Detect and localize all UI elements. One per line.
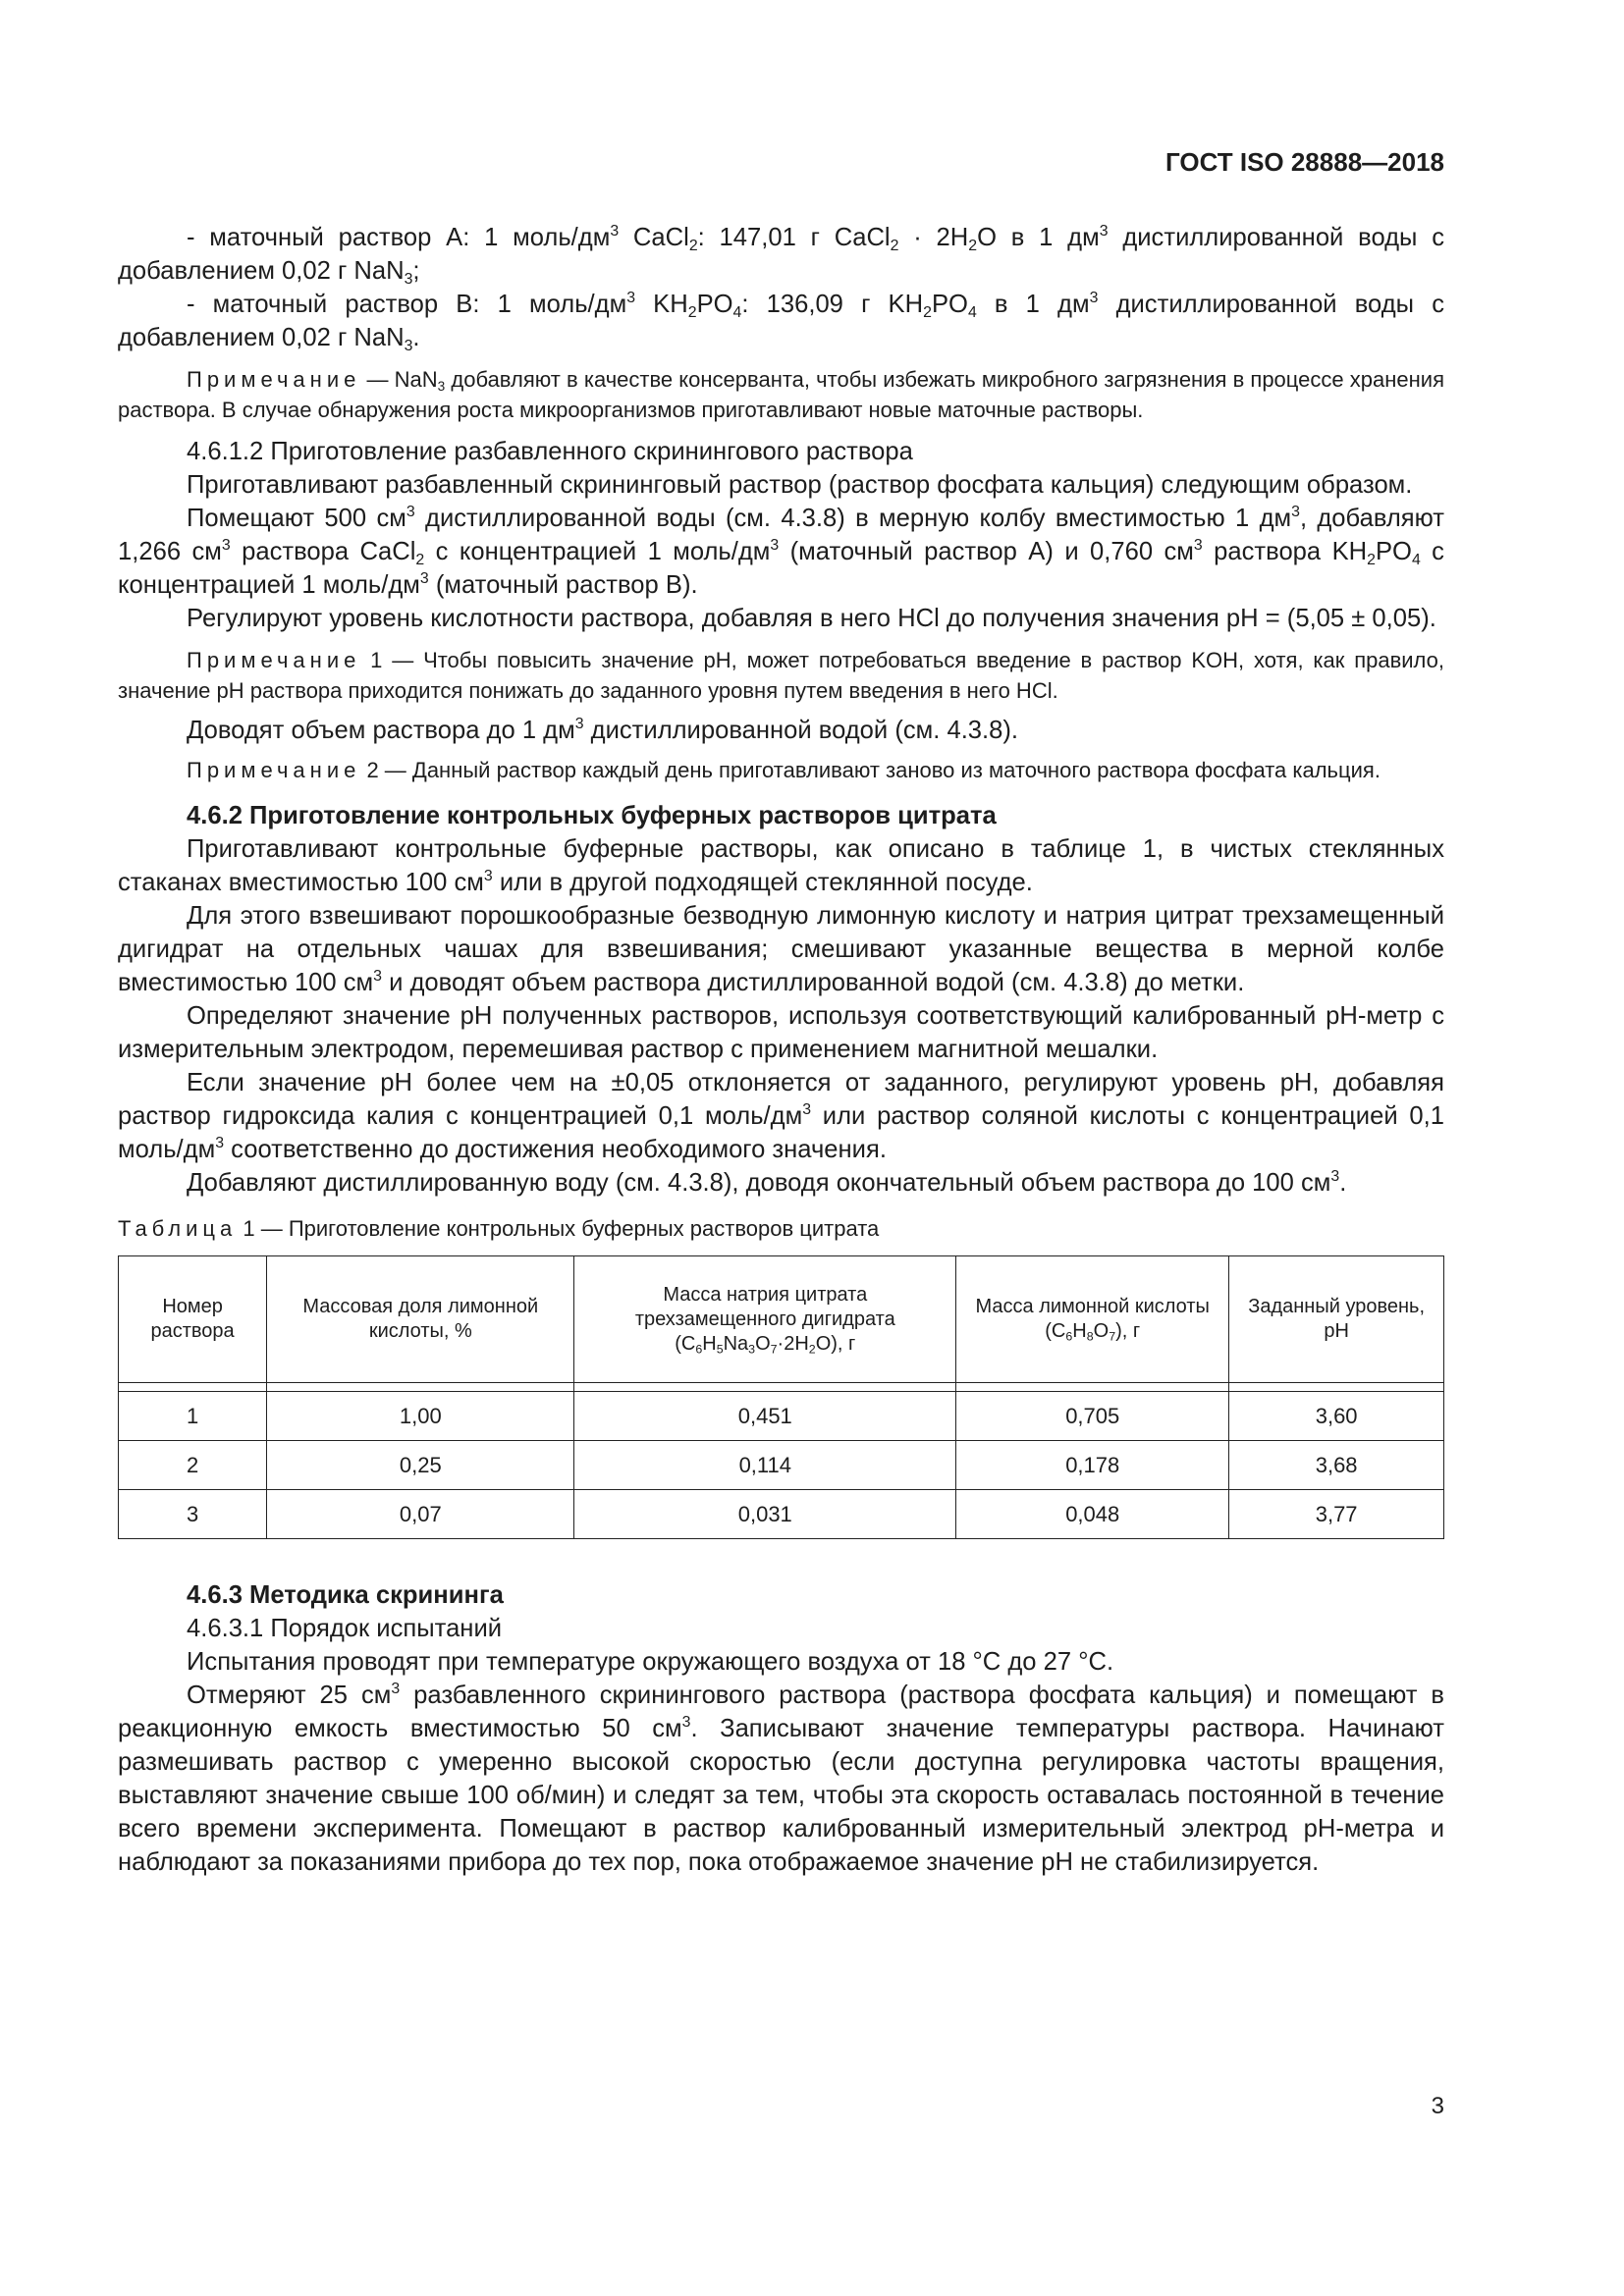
table-cell: 2 xyxy=(119,1441,267,1490)
header-target-ph: Заданный уровень, pH xyxy=(1229,1256,1444,1383)
table-cell: 0,07 xyxy=(267,1490,574,1539)
header-sodium-citrate-mass: Масса натрия цитрата трехзамещенного дигидрата $(C_6H_5Na_3O_7\cdot 2H_2O)$, г xyxy=(574,1256,956,1383)
section-4-6-3-1-heading: 4.6.3.1 Порядок испытаний xyxy=(187,1615,503,1642)
table-caption: Таблица 1 — Приготовление контрольных буферных растворов цитрата xyxy=(118,1216,880,1241)
header-citric-acid-fraction: Массовая доля лимонной кислоты, % xyxy=(267,1256,574,1383)
table-row xyxy=(119,1490,1444,1539)
document-header: ГОСТ ISO 28888—2018 xyxy=(1164,147,1444,177)
table-cell: 0,705 xyxy=(956,1392,1229,1441)
table-header-row xyxy=(119,1256,1444,1383)
section-4-6-1-2-paragraph-2: Помещают 500 $см^3$ дистиллированной воды (см. 4.3.8) в мерную колбу вместимостью 1 $дм^3$, добавляют 1,266 $см^3$ раствора CaCl$_2$ с концентрацией 1 моль/$дм^3$ (маточный раствор А) и 0,760 $см^3$ раствора $KH_2PO_4$ с концентрацией 1 моль/$дм^3$ (маточный раствор В). xyxy=(118,504,1445,599)
note-nan3: Примечание — NaN$_3$ добавляют в качестве консерванта, чтобы избежать микробного загрязнения в процессе хранения раствора. В случае обнаружения роста микроорганизмов приготавливают новые маточные растворы. xyxy=(118,367,1444,422)
table-spacer-row xyxy=(119,1383,1444,1392)
note-2: Примечание 2 — Данный раствор каждый день приготавливают заново из маточного раствора фосфата кальция. xyxy=(187,758,1380,782)
page-content xyxy=(118,221,1444,1879)
section-4-6-3-paragraph-1: Испытания проводят при температуре окружающего воздуха от 18 °С до 27 °С. xyxy=(187,1648,1114,1676)
section-4-6-2-paragraph-4: Если значение pH более чем на ±0,05 отклоняется от заданного, регулируют уровень pH, добавляя раствор гидроксида калия с концентрацией 0,1 моль/$дм^3$ или раствор соляной кислоты с концентрацией 0,1 моль/$дм^3$ соответственно до достижения необходимого значения. xyxy=(118,1069,1444,1163)
section-4-6-3-heading: 4.6.3 Методика скрининга xyxy=(187,1581,504,1609)
section-4-6-2-paragraph-3: Определяют значение pH полученных растворов, используя соответствующий калиброванный pH-метр с измерительным электродом, перемешивая раствор с применением магнитной мешалки. xyxy=(118,1002,1444,1063)
section-4-6-1-2-heading: 4.6.1.2 Приготовление разбавленного скринингового раствора xyxy=(187,438,913,465)
section-4-6-1-2-paragraph-4: Доводят объем раствора до 1 $дм^3$ дистиллированной водой (см. 4.3.8). xyxy=(187,716,1019,744)
stock-solution-a: - маточный раствор А: 1 моль/$дм^3$ CaCl$_2$: 147,01 г CaCl$_2$ · $2H_2O$ в 1 $дм^3$ дистиллированной воды с добавлением 0,02 г NaN$_3$; xyxy=(118,223,1445,288)
section-4-6-1-2-paragraph-3: Регулируют уровень кислотности раствора, добавляя в него HCl до получения значения pH = (5,05 ± 0,05). xyxy=(187,605,1436,632)
section-4-6-2-heading: 4.6.2 Приготовление контрольных буферных растворов цитрата xyxy=(187,802,997,829)
table-cell: 0,048 xyxy=(956,1490,1229,1539)
table-cell: 3 xyxy=(119,1490,267,1539)
page-number: 3 xyxy=(1431,2093,1444,2119)
table-cell: 0,451 xyxy=(574,1392,956,1441)
table-cell: 0,25 xyxy=(267,1441,574,1490)
table-cell: 0,178 xyxy=(956,1441,1229,1490)
table-cell: 0,031 xyxy=(574,1490,956,1539)
table-cell: 3,77 xyxy=(1229,1490,1444,1539)
note-1: Примечание 1 — Чтобы повысить значение pH, может потребоваться введение в раствор KOH, хотя, как правило, значение pH раствора приходится понижать до заданного уровня путем введения в него HCl. xyxy=(118,648,1444,703)
table-row xyxy=(119,1392,1444,1441)
section-4-6-2-paragraph-2: Для этого взвешивают порошкообразные безводную лимонную кислоту и натрия цитрат трехзамещенный дигидрат на отдельных чашах для взвешивания; смешивают указанные вещества в мерной колбе вместимостью 100 $см^3$ и доводят объем раствора дистиллированной водой (см. 4.3.8) до метки. xyxy=(118,902,1444,996)
table-cell: 3,68 xyxy=(1229,1441,1444,1490)
table-cell: 1 xyxy=(119,1392,267,1441)
section-4-6-2-paragraph-5: Добавляют дистиллированную воду (см. 4.3.8), доводя окончательный объем раствора до 100 $см^3$. xyxy=(187,1168,1347,1197)
table-cell: 3,60 xyxy=(1229,1392,1444,1441)
section-4-6-3-paragraph-2: Отмеряют 25 $см^3$ разбавленного скринингового раствора (раствора фосфата кальция) и помещают в реакционную емкость вместимостью 50 $см^3$. Записывают значение температуры раствора. Начинают размешивать раствор с умеренно высокой скоростью (если доступна регулировка частоты вращения, выставляют значение свыше 100 об/мин) и следят за тем, чтобы эта скорость оставалась постоянной в течение всего времени эксперимента. Помещают в раствор калиброванный измерительный электрод pH-метра и наблюдают за показаниями прибора до тех пор, пока отображаемое значение pH не стабилизируется. xyxy=(118,1681,1445,1876)
section-4-6-1-2-paragraph-1: Приготавливают разбавленный скрининговый раствор (раствор фосфата кальция) следующим образом. xyxy=(187,471,1413,499)
stock-solution-b: - маточный раствор В: 1 моль/$дм^3$ $KH_2PO_4$: 136,09 г $KH_2PO_4$ в 1 $дм^3$ дистиллированной воды с добавлением 0,02 г NaN$_3$. xyxy=(118,290,1445,354)
section-4-6-2-paragraph-1: Приготавливают контрольные буферные растворы, как описано в таблице 1, в чистых стеклянных стаканах вместимостью 100 $см^3$ или в другой подходящей стеклянной посуде. xyxy=(118,835,1444,896)
table-row xyxy=(119,1441,1444,1490)
table-cell: 0,114 xyxy=(574,1441,956,1490)
header-solution-number: Номер раствора xyxy=(119,1256,267,1383)
header-citric-acid-mass: Масса лимонной кислоты $(C_6H_8O_7)$, г xyxy=(956,1256,1229,1383)
buffer-solutions-table xyxy=(118,1255,1444,1539)
table-cell: 1,00 xyxy=(267,1392,574,1441)
